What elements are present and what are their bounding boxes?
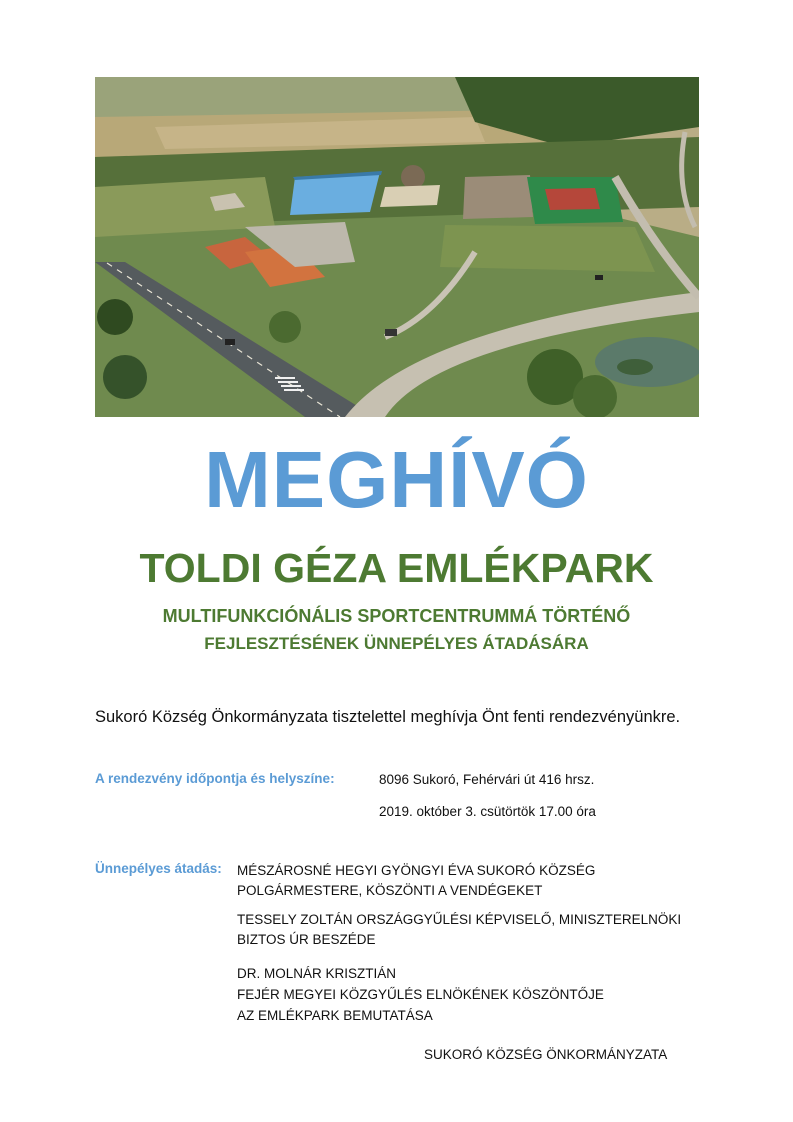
program-item-1-line-1: MÉSZÁROSNÉ HEGYI GYÖNGYI ÉVA SUKORÓ KÖZSÉG [237,863,596,878]
event-place: 8096 Sukoró, Fehérvári út 416 hrsz. [379,772,595,787]
program-item-3-line-2: FEJÉR MEGYEI KÖZGYŰLÉS ELNÖKÉNEK KÖSZÖNTŐJE [237,987,604,1002]
program-item-3-line-1: DR. MOLNÁR KRISZTIÁN [237,966,397,981]
aerial-photo-illustration [95,77,699,417]
invitation-text: Sukoró Község Önkormányzata tisztelettel meghívja Önt fenti rendezvényünkre. [95,708,681,726]
aerial-photo [95,77,699,417]
event-label: A rendezvény időpontja és helyszíne: [95,771,335,786]
program-item-2-line-2: BIZTOS ÚR BESZÉDE [237,932,376,947]
program-label: Ünnepélyes átadás: [95,861,222,876]
event-time: 2019. október 3. csütörtök 17.00 óra [379,804,596,819]
subheading-line-2: FEJLESZTÉSÉNEK ÜNNEPÉLYES ÁTADÁSÁRA [204,634,589,653]
program-item-1-line-2: POLGÁRMESTERE, KÖSZÖNTI A VENDÉGEKET [237,883,543,898]
subheading-line-1: MULTIFUNKCIÓNÁLIS SPORTCENTRUMMÁ TÖRTÉNŐ [162,606,631,626]
signature: SUKORÓ KÖZSÉG ÖNKORMÁNYZATA [424,1047,668,1062]
page-title: MEGHÍVÓ [204,435,589,524]
program-item-3-line-3: AZ EMLÉKPARK BEMUTATÁSA [237,1008,433,1023]
program-item-2-line-1: TESSELY ZOLTÁN ORSZÁGGYŰLÉSI KÉPVISELŐ, MINISZTERELNÖKI [237,912,682,927]
park-name-heading: TOLDI GÉZA EMLÉKPARK [139,545,654,591]
